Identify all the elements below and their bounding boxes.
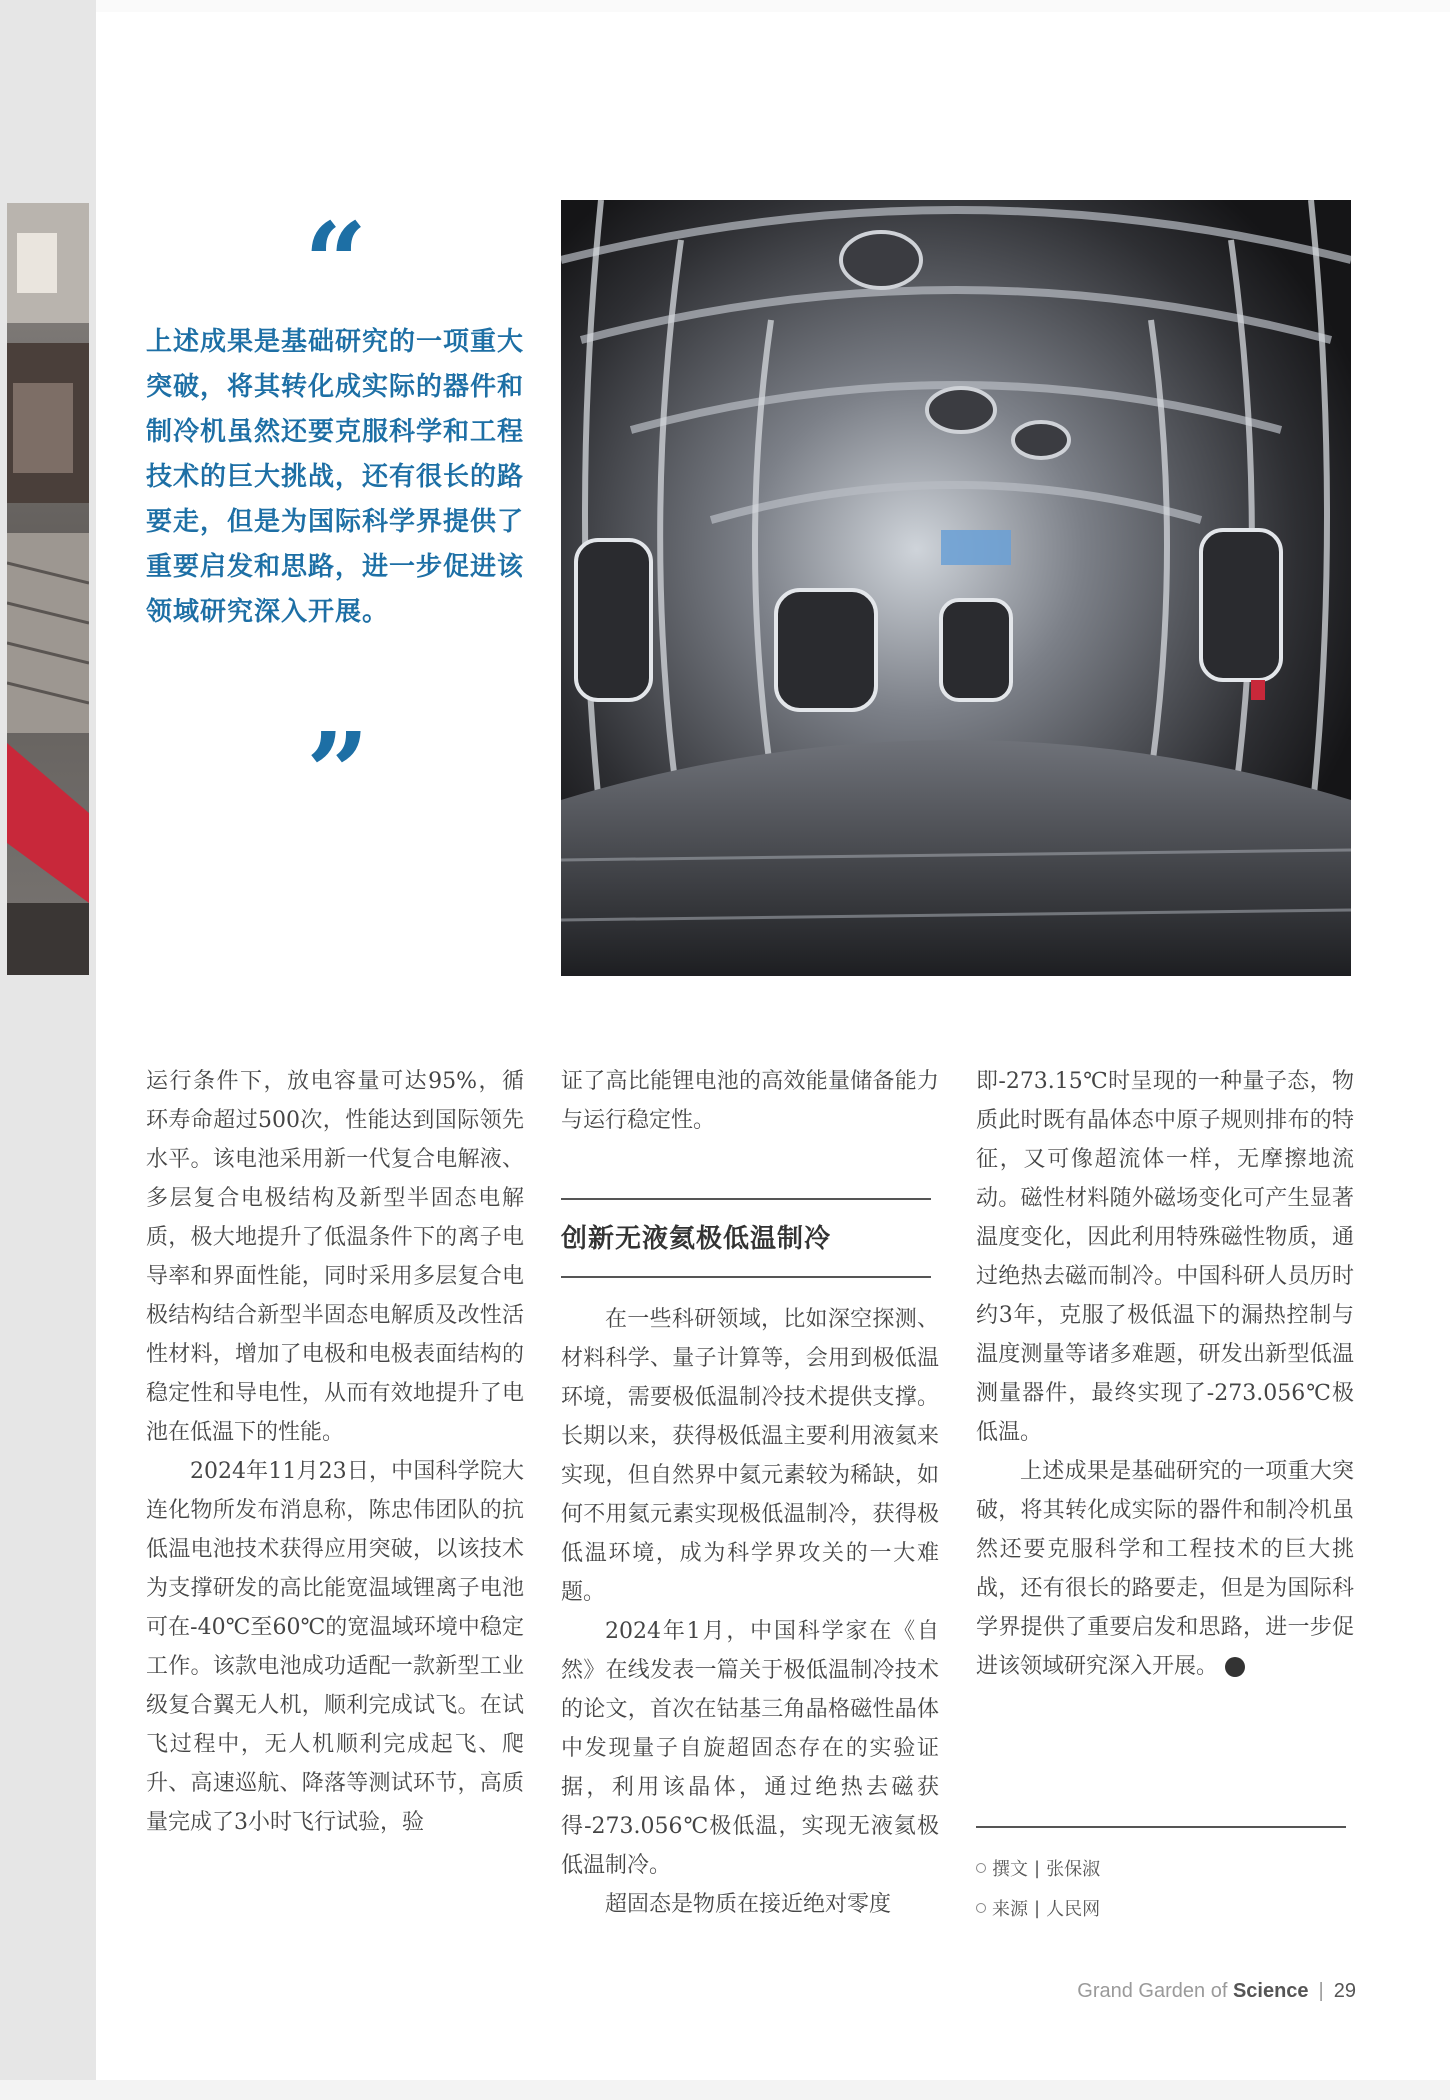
paragraph-text: 上述成果是基础研究的一项重大突破，将其转化成实际的器件和制冷机虽然还要克服科学和工程技术的巨大挑战，还有很长的路要走，但是为国际科学界提供了重要启发和思路，进一步促进该领域研究深入开展。 xyxy=(976,1459,1354,1679)
page-footer xyxy=(1077,1980,1356,2003)
paragraph: 超固态是物质在接近绝对零度 xyxy=(605,1892,892,1917)
credit-divider: | xyxy=(1034,1897,1041,1919)
close-quote-mark: ” xyxy=(306,708,370,837)
side-photo-building xyxy=(7,203,89,975)
credit-author-name: 张保淑 xyxy=(1046,1859,1101,1880)
circle-bullet-icon xyxy=(976,1903,986,1913)
page-top-edge xyxy=(0,0,1450,12)
credit-author-label: 撰文 xyxy=(992,1859,1028,1880)
brand-light: Grand Garden of xyxy=(1077,1980,1233,2002)
credits-rule xyxy=(976,1826,1346,1828)
credit-source xyxy=(976,1888,1346,1928)
credit-source-name: 人民网 xyxy=(1046,1899,1101,1920)
footer-separator: | xyxy=(1318,1980,1324,2002)
section-rule-bottom xyxy=(561,1276,931,1278)
section-heading: 创新无液氦极低温制冷 xyxy=(561,1224,832,1254)
credits xyxy=(976,1848,1346,1928)
paragraph: 2024年11月23日，中国科学院大连化物所发布消息称，陈忠伟团队的抗低温电池技术获得应用突破，以该技术为支撑研发的高比能宽温域锂离子电池可在-40℃至60℃的宽温域环境中稳定工作。该款电池成功适配一款新型工业级复合翼无人机，顺利完成试飞。在试飞过程中，无人机顺利完成起飞、爬升、高速巡航、降落等测试环节，高质量完成了3小时飞行试验，验 xyxy=(146,1459,524,1835)
paragraph xyxy=(976,1452,1354,1686)
section-rule-top xyxy=(561,1198,931,1200)
circle-bullet-icon xyxy=(976,1863,986,1873)
main-photo-tokamak-interior xyxy=(561,200,1351,976)
page-number: 29 xyxy=(1333,1980,1356,2002)
paragraph: 2024年1月，中国科学家在《自然》在线发表一篇关于极低温制冷技术的论文，首次在钴基三角晶格磁性晶体中发现量子自旋超固态存在的实验证据，利用该晶体，通过绝热去磁获得-273.056℃极低温，实现无液氦极低温制冷。 xyxy=(561,1619,939,1878)
paragraph: 在一些科研领域，比如深空探测、材料科学、量子计算等，会用到极低温环境，需要极低温制冷技术提供支撑。长期以来，获得极低温主要利用液氦来实现，但自然界中氦元素较为稀缺，如何不用氦元素实现极低温制冷，获得极低温环境，成为科学界攻关的一大难题。 xyxy=(561,1307,939,1605)
paragraph: 证了高比能锂电池的高效能量储备能力与运行稳定性。 xyxy=(561,1069,939,1133)
article-column-2 xyxy=(561,1300,939,1924)
end-mark-icon: S xyxy=(1225,1657,1245,1677)
paragraph: 运行条件下，放电容量可达95%，循环寿命超过500次，性能达到国际领先水平。该电池采用新一代复合电解液、多层复合电极结构及新型半固态电解质，极大地提升了低温条件下的离子电导率和界面性能，同时采用多层复合电极结构结合新型半固态电解质及改性活性材料，增加了电极和电极表面结构的稳定性和导电性，从而有效地提升了电池在低温下的性能。 xyxy=(146,1069,524,1445)
article-column-2-top xyxy=(561,1062,939,1140)
article-column-3 xyxy=(976,1062,1354,1686)
pull-quote-text: 上述成果是基础研究的一项重大突破，将其转化成实际的器件和制冷机虽然还要克服科学和工程技术的巨大挑战，还有很长的路要走，但是为国际科学界提供了重要启发和思路，进一步促进该领域研究深入开展。 xyxy=(146,327,525,627)
article-column-1 xyxy=(146,1062,524,1842)
page-bottom-edge xyxy=(0,2080,1450,2100)
open-quote-mark: “ xyxy=(304,198,368,327)
paragraph: 即-273.15℃时呈现的一种量子态，物质此时既有晶体态中原子规则排布的特征，又可像超流体一样，无摩擦地流动。磁性材料随外磁场变化可产生显著温度变化，因此利用特殊磁性物质，通过绝热去磁而制冷。中国科研人员历时约3年，克服了极低温下的漏热控制与温度测量等诸多难题，研发出新型低温测量器件，最终实现了-273.056℃极低温。 xyxy=(976,1069,1354,1445)
credit-source-label: 来源 xyxy=(992,1899,1028,1920)
brand-bold: Science xyxy=(1232,1980,1309,2002)
credit-author xyxy=(976,1848,1346,1888)
tokamak-illustration xyxy=(561,200,1351,976)
side-photo-illustration xyxy=(7,203,89,975)
credit-divider: | xyxy=(1034,1857,1041,1879)
magazine-brand xyxy=(1077,1980,1308,2003)
